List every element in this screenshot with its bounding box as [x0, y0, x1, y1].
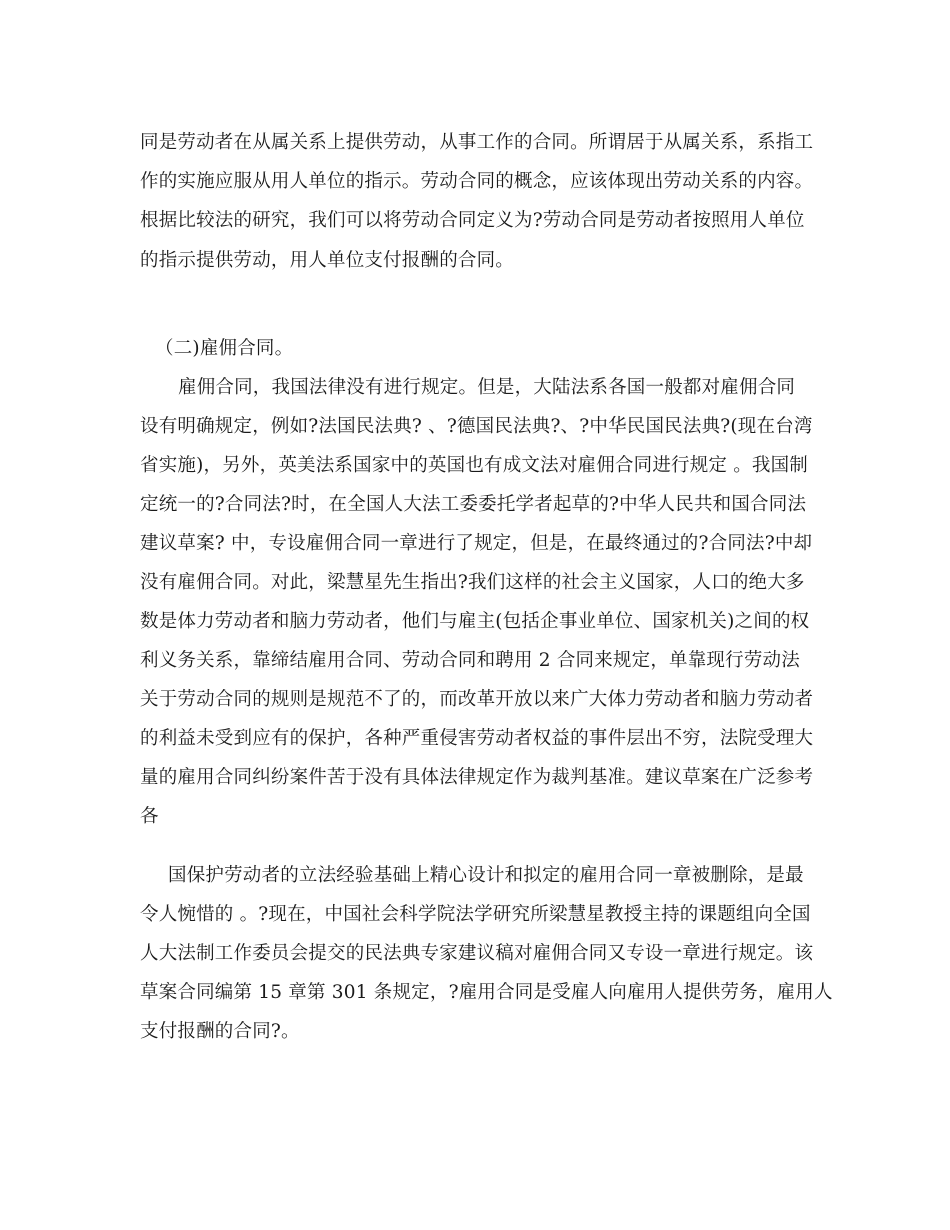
paragraph-2-line-3: 省实施)，另外，英美法系国家中的英国也有成文法对雇佣合同进行规定 。我国制: [140, 455, 809, 476]
paragraph-3-line-1: 国保护劳动者的立法经验基础上精心设计和拟定的雇用合同一章被删除，是最: [168, 865, 804, 886]
paragraph-2-line-11: 量的雇用合同纠纷案件苦于没有具体法律规定作为裁判基准。建议草案在广泛参考: [140, 767, 814, 788]
paragraph-1-line-1: 同是劳动者在从属关系上提供劳动，从事工作的合同。所谓居于从属关系，系指工: [140, 132, 814, 153]
paragraph-1-line-3: 根据比较法的研究，我们可以将劳动合同定义为?劳动合同是劳动者按照用人单位: [140, 210, 805, 231]
paragraph-2-line-7: 数是体力劳动者和脑力劳动者，他们与雇主(包括企事业单位、国家机关)之间的权: [140, 611, 810, 632]
paragraph-3-line-2: 令人惋惜的 。?现在，中国社会科学院法学研究所梁慧星教授主持的课题组向全国: [140, 904, 811, 925]
paragraph-2-line-5: 建议草案? 中，专设雇佣合同一章进行了规定，但是，在最终通过的?合同法?中却: [140, 533, 813, 554]
paragraph-2-line-10: 的利益未受到应有的保护，各种严重侵害劳动者权益的事件层出不穷，法院受理大: [140, 728, 814, 749]
paragraph-2-line-4: 定统一的?合同法?时，在全国人大法工委委托学者起草的?中华人民共和国合同法: [140, 494, 807, 515]
section-heading: （二)雇佣合同。: [155, 338, 294, 359]
paragraph-3-line-5: 支付报酬的合同?。: [140, 1021, 300, 1042]
paragraph-2-line-8: 利义务关系，靠缔结雇用合同、劳动合同和聘用 2 合同来规定，单靠现行劳动法: [140, 650, 800, 671]
paragraph-2-line-9: 关于劳动合同的规则是规范不了的，而改革开放以来广大体力劳动者和脑力劳动者: [140, 689, 814, 710]
paragraph-2-line-12: 各: [140, 806, 159, 827]
paragraph-3-line-3: 人大法制工作委员会提交的民法典专家建议稿对雇佣合同又专设一章进行规定。该: [140, 943, 814, 964]
paragraph-1-line-4: 的指示提供劳动，用人单位支付报酬的合同。: [140, 250, 515, 271]
paragraph-3-line-4: 草案合同编第 15 章第 301 条规定，?雇用合同是受雇人向雇用人提供劳务，雇用人: [140, 982, 833, 1003]
paragraph-1-line-2: 作的实施应服从用人单位的指示。劳动合同的概念，应该体现出劳动关系的内容。: [140, 171, 814, 192]
paragraph-2-line-1: 雇佣合同，我国法律没有进行规定。但是，大陆法系各国一般都对雇佣合同: [178, 377, 796, 398]
paragraph-2-line-2: 设有明确规定，例如?法国民法典? 、?德国民法典?、?中华民国民法典?(现在台湾: [140, 416, 813, 437]
paragraph-2-line-6: 没有雇佣合同。对此，梁慧星先生指出?我们这样的社会主义国家，人口的绝大多: [140, 572, 805, 593]
